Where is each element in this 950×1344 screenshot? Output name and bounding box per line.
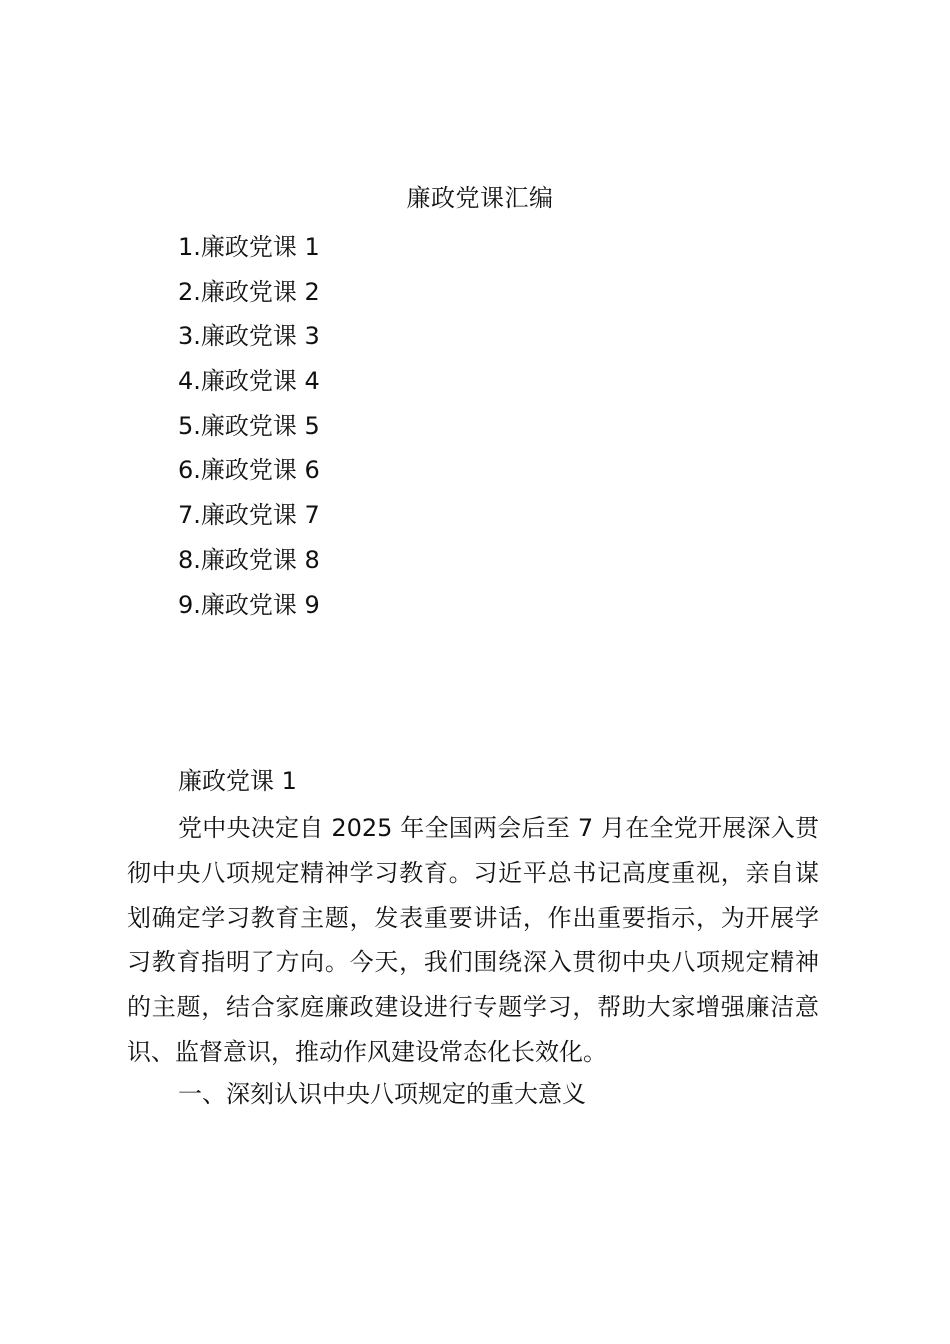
sub-heading: 一、深刻认识中央八项规定的重大意义 [178,1080,586,1108]
toc-item[interactable]: 3.廉政党课 3 [178,322,320,351]
section-heading: 廉政党课 1 [178,767,297,795]
document-title: 廉政党课汇编 [406,184,554,212]
toc-item[interactable]: 1.廉政党课 1 [178,233,320,261]
toc-item[interactable]: 9.廉政党课 9 [178,590,320,619]
toc-item[interactable]: 7.廉政党课 7 [178,501,320,530]
toc-item[interactable]: 8.廉政党课 8 [178,545,320,574]
toc-item[interactable]: 2.廉政党课 2 [178,277,320,306]
toc-item[interactable]: 6.廉政党课 6 [178,456,320,485]
table-of-contents [178,225,320,627]
toc-item[interactable]: 4.廉政党课 4 [178,367,320,396]
body-paragraph: 党中央决定自 2025 年全国两会后至 7 月在全党开展深入贯彻中央八项规定精神学习教育。习近平总书记高度重视，亲自谋划确定学习教育主题，发表重要讲话，作出重要指示，为开展学习教育指明了方向。今天，我们围绕深入贯彻中央八项规定精神的主题，结合家庭廉政建设进行专题学习，帮助大家增强廉洁意识、监督意识，推动作风建设常态化长效化。 [127,814,819,1066]
toc-item[interactable]: 5.廉政党课 5 [178,411,320,440]
